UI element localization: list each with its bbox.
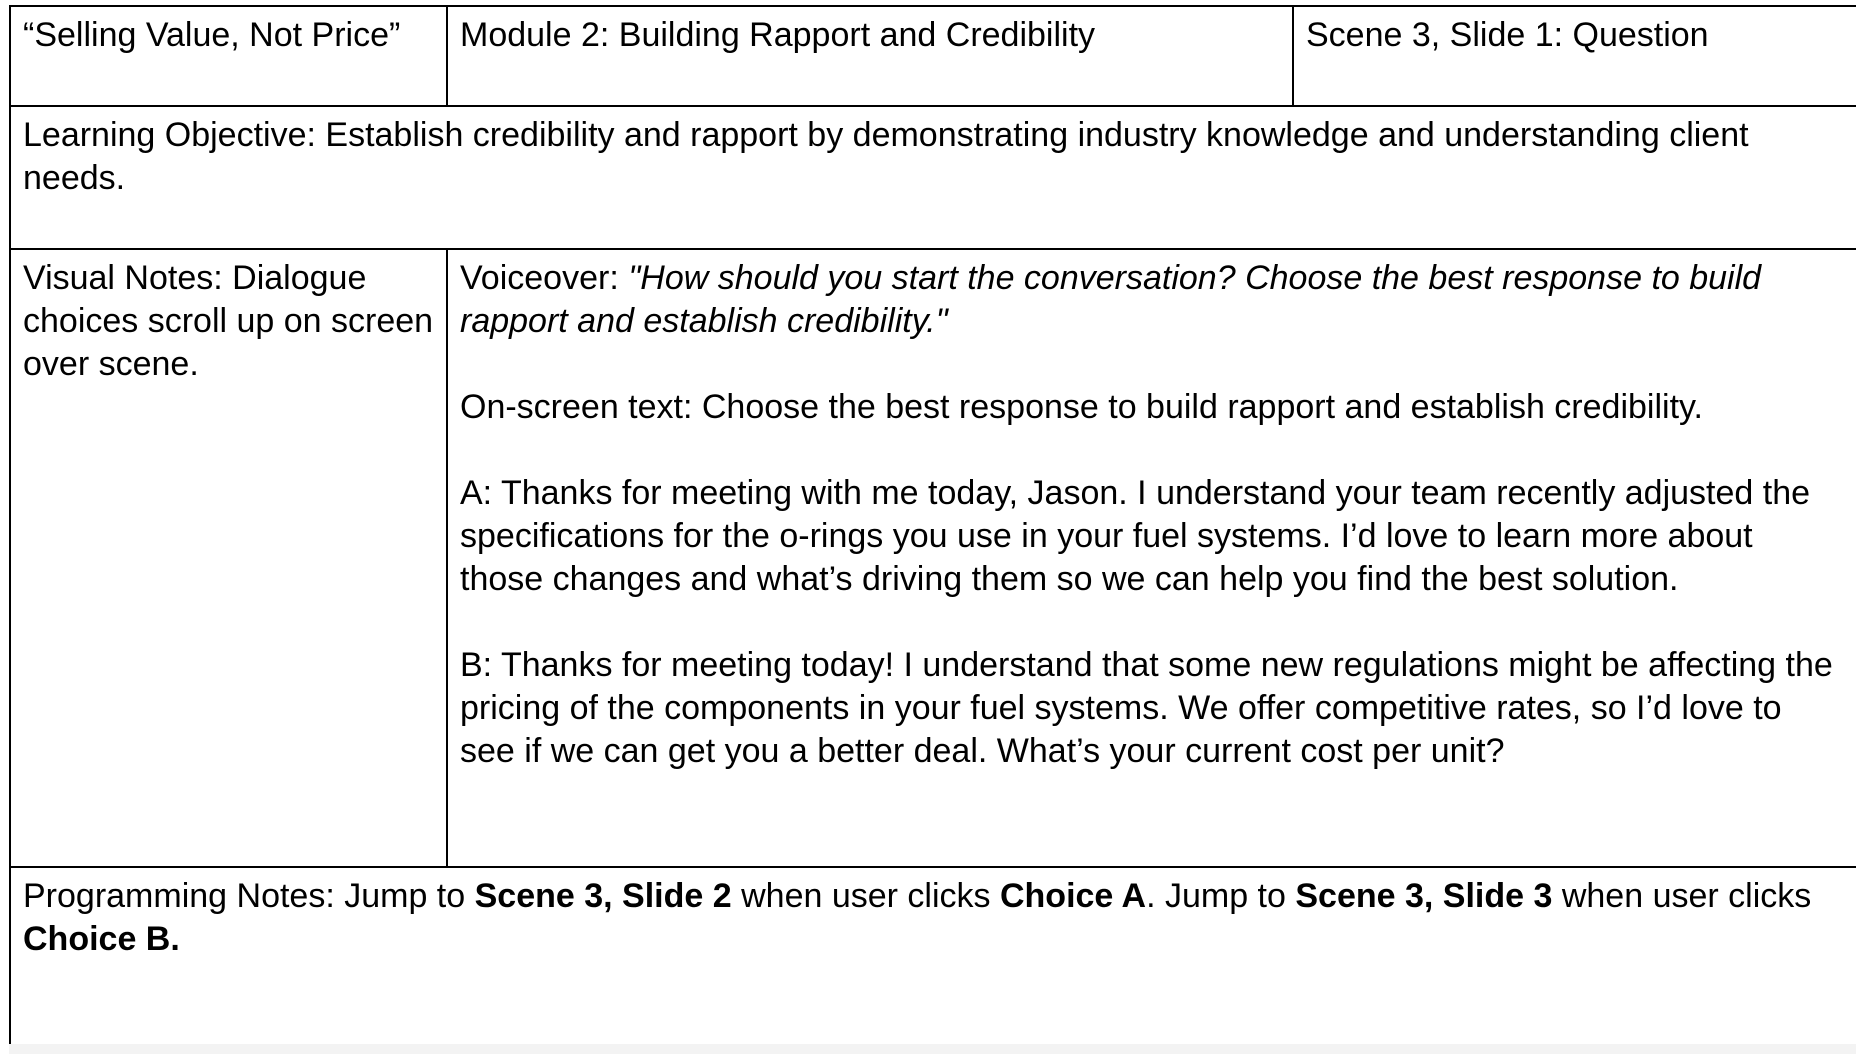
programming-text-2: when user clicks xyxy=(731,877,1000,915)
voiceover-quote: "How should you start the conversation? Choose the best response to build rapport and establish credibility." xyxy=(460,259,1762,340)
course-title-cell xyxy=(10,6,447,106)
course-title: “Selling Value, Not Price” xyxy=(23,16,401,54)
programming-notes xyxy=(23,877,1811,958)
visual-notes: Visual Notes: Dialogue choices scroll up on screen over scene. xyxy=(23,259,434,383)
script-cell xyxy=(447,249,1856,867)
learning-objective-cell xyxy=(10,106,1856,249)
scene-slide-cell xyxy=(1293,6,1856,106)
onscreen-text: On-screen text: Choose the best response to build rapport and establish credibility. xyxy=(460,388,1703,426)
content-row xyxy=(10,249,1856,867)
scene-slide-label: Scene 3, Slide 1: Question xyxy=(1306,16,1709,54)
learning-objective: Learning Objective: Establish credibility and rapport by demonstrating industry knowledge and understanding client needs. xyxy=(23,116,1749,197)
programming-text-1: Programming Notes: Jump to xyxy=(23,877,475,915)
storyboard-table xyxy=(9,5,1856,1048)
page-bottom-edge xyxy=(9,1044,1856,1054)
programming-row xyxy=(10,867,1856,1047)
target-slide-a: Scene 3, Slide 2 xyxy=(474,877,732,915)
target-slide-b: Scene 3, Slide 3 xyxy=(1295,877,1553,915)
module-title: Module 2: Building Rapport and Credibility xyxy=(460,16,1096,54)
choice-a-ref: Choice A xyxy=(999,877,1147,915)
programming-text-4: when user clicks xyxy=(1552,877,1812,915)
choice-b-ref: Choice B. xyxy=(23,920,180,958)
module-title-cell xyxy=(447,6,1293,106)
programming-text-3: . Jump to xyxy=(1146,877,1296,915)
voiceover xyxy=(460,257,1844,343)
visual-notes-cell xyxy=(10,249,447,867)
choice-b: B: Thanks for meeting today! I understand that some new regulations might be affecting the pricing of the components in your fuel systems. We offer competitive rates, so I’d love to see if we can get you a better deal. What’s your current cost per unit? xyxy=(460,646,1833,770)
programming-notes-cell xyxy=(10,867,1856,1047)
header-row xyxy=(10,6,1856,106)
voiceover-label: Voiceover: xyxy=(460,259,629,297)
objective-row xyxy=(10,106,1856,249)
choice-a: A: Thanks for meeting with me today, Jason. I understand your team recently adjusted the specifications for the o-rings you use in your fuel systems. I’d love to learn more about those changes and what’s driving them so we can help you find the best solution. xyxy=(460,474,1811,598)
